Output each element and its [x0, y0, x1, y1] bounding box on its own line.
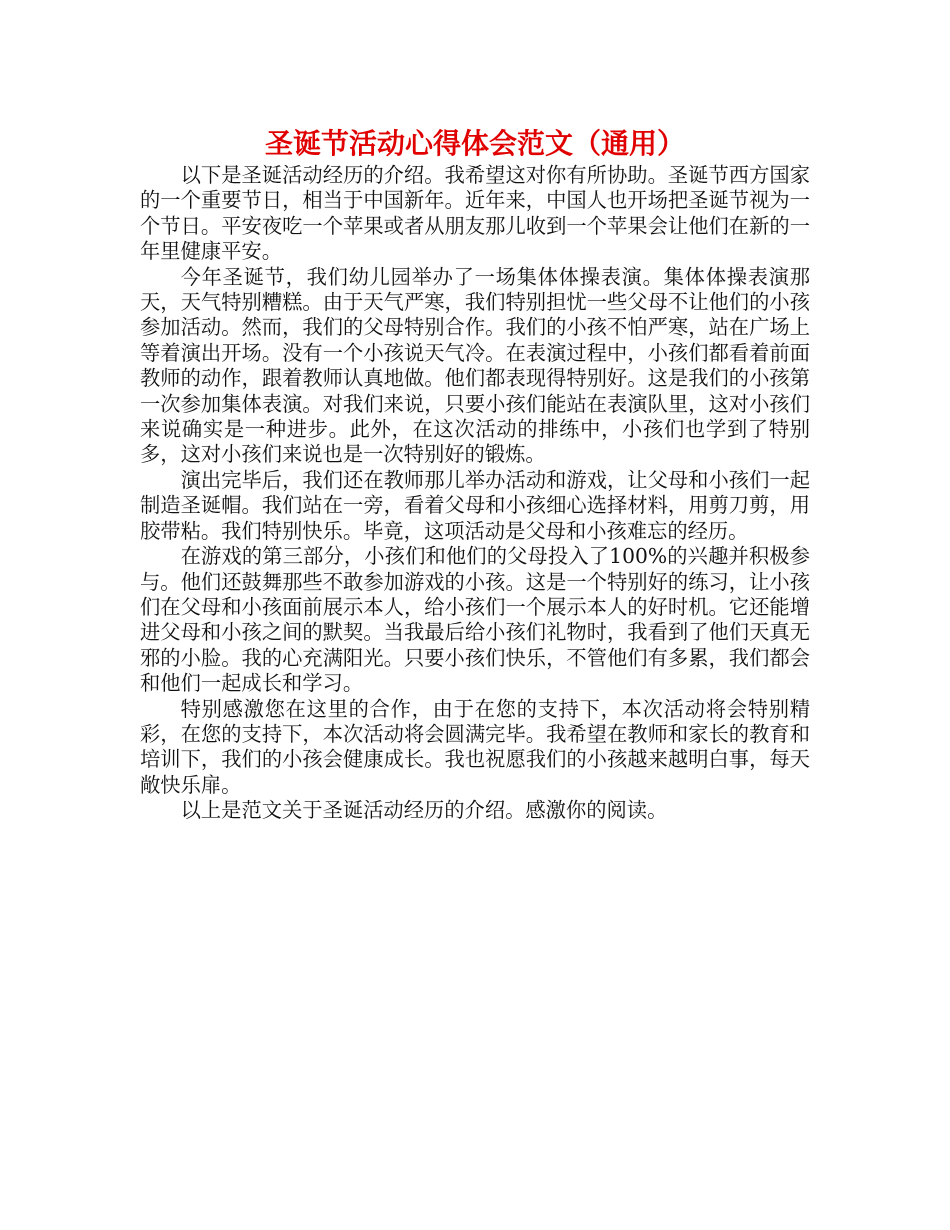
paragraph-games: 在游戏的第三部分，小孩们和他们的父母投入了100%的兴趣并积极参与。他们还鼓舞那些不敢参加游戏的小孩。这是一个特别好的练习，让小孩们在父母和小孩面前展示本人，给小孩们一个展示本人的好时机。它还能增进父母和小孩之间的默契。当我最后给小孩们礼物时，我看到了他们天真无邪的小脸。我的心充满阳光。只要小孩们快乐，不管他们有多累，我们都会和他们一起成长和学习。	[140, 544, 810, 696]
document-body	[140, 163, 810, 824]
paragraph-christmas-hats: 演出完毕后，我们还在教师那儿举办活动和游戏，让父母和小孩们一起制造圣诞帽。我们站在一旁，看着父母和小孩细心选择材料，用剪刀剪，用胶带粘。我们特别快乐。毕竟，这项活动是父母和小孩难忘的经历。	[140, 467, 810, 543]
paragraph-thanks: 特别感激您在这里的合作，由于在您的支持下，本次活动将会特别精彩，在您的支持下，本次活动将会圆满完毕。我希望在教师和家长的教育和培训下，我们的小孩会健康成长。我也祝愿我们的小孩越来越明白事，每天敞快乐扉。	[140, 696, 810, 797]
paragraph-performance: 今年圣诞节，我们幼儿园举办了一场集体体操表演。集体体操表演那天，天气特别糟糕。由于天气严寒，我们特别担忧一些父母不让他们的小孩参加活动。然而，我们的父母特别合作。我们的小孩不怕严寒，站在广场上等着演出开场。没有一个小孩说天气冷。在表演过程中，小孩们都看着前面教师的动作，跟着教师认真地做。他们都表现得特别好。这是我们的小孩第一次参加集体表演。对我们来说，只要小孩们能站在表演队里，这对小孩们来说确实是一种进步。此外，在这次活动的排练中，小孩们也学到了特别多，这对小孩们来说也是一次特别好的锻炼。	[140, 264, 810, 467]
paragraph-closing: 以上是范文关于圣诞活动经历的介绍。感激你的阅读。	[180, 798, 668, 823]
paragraph-intro: 以下是圣诞活动经历的介绍。我希望这对你有所协助。圣诞节西方国家的一个重要节日，相当于中国新年。近年来，中国人也开场把圣诞节视为一个节日。平安夜吃一个苹果或者从朋友那儿收到一个苹果会让他们在新的一年里健康平安。	[140, 163, 810, 264]
document-title: 圣诞节活动心得体会范文（通用）	[264, 127, 685, 160]
